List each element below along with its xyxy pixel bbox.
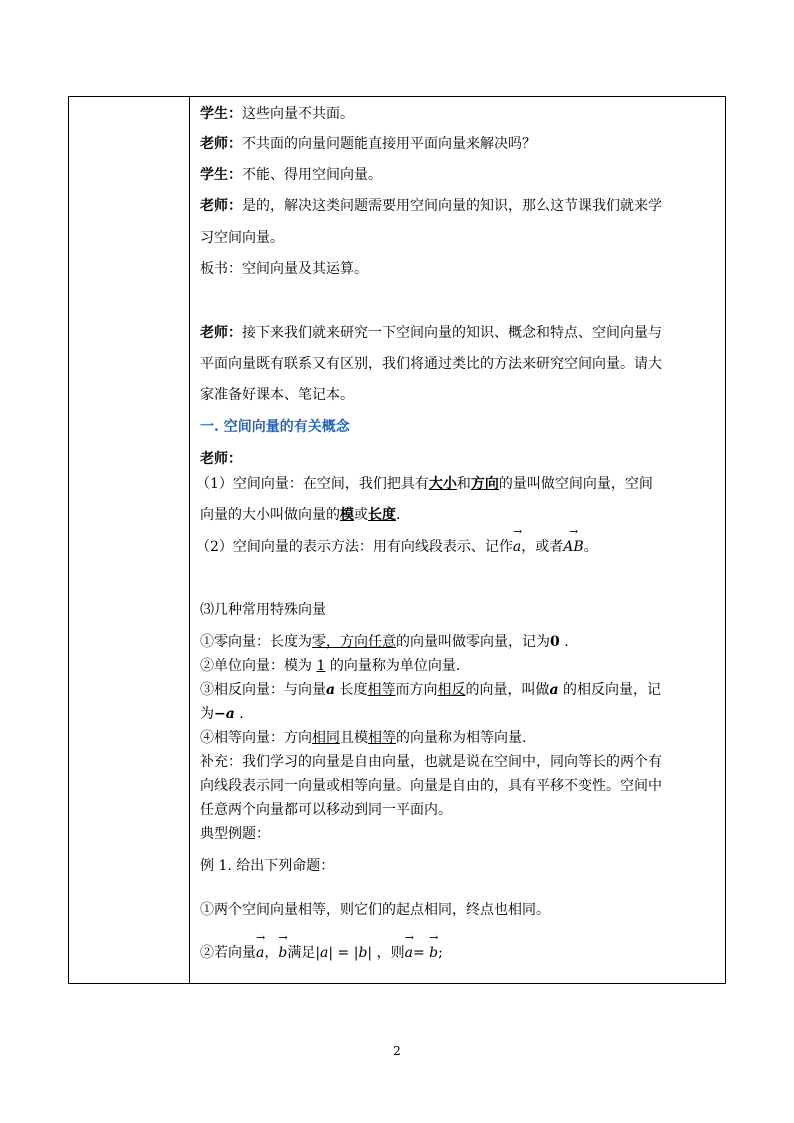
example-1-title: 例 1. 给出下列命题： [200,858,335,874]
unit-vector-line: ②单位向量：模为 1 的向量称为单位向量. [200,658,461,674]
term-modulus: 模 [340,507,354,523]
definition-1-line-1: （1）空间向量：在空间，我们把具有大小和方向的量叫做空间向量，空间 [196,476,653,492]
supplement-line-3: 任意两个向量都可以移动到同一平面内。 [200,802,452,818]
vector-ab: → AB [563,537,583,557]
dialogue-line-3 [200,165,382,185]
dialogue-line-4 [200,196,662,216]
term-direction: 方向 [470,476,499,492]
dialogue-line-9 [200,385,354,405]
term-length: 长度 [368,507,396,523]
zero-symbol: 0 [550,634,560,650]
vector-a: → a [513,537,521,557]
example-1-item-2: ②若向量→ a，→ b满足|a| = |b| ，则→ a= → b; [200,943,443,963]
speaker-label: 老师： [200,325,242,341]
dialogue-line-1 [200,104,354,124]
dialogue-text: 家准备好课本、笔记本。 [200,387,354,403]
column-divider [189,97,190,983]
definition-1-line-2: 向量的大小叫做向量的模或长度. [200,507,401,523]
supplement-line-2: 向线段表示同一向量或相等向量。向量是自由的，具有平移不变性。空间中 [200,778,662,794]
speaker-label: 老师： [200,136,242,152]
dialogue-text: 不共面的向量问题能直接用平面向量来解决吗？ [242,136,536,152]
example-1-item-1: ①两个空间向量相等，则它们的起点相同，终点也相同。 [200,902,550,918]
supplement-line-1: 补充：我们学习的向量是自由向量，也就是说在空间中，同向等长的两个有 [200,754,662,770]
zero-vector-line: ①零向量：长度为零，方向任意的向量叫做零向量，记为0 . [200,634,569,650]
dialogue-text: 这些向量不共面。 [242,106,354,122]
section-heading: 一. 空间向量的有关概念 [200,419,350,435]
definition-2: （2）空间向量的表示方法：用有向线段表示、记作→ a，或者→ AB。 [196,537,598,557]
dialogue-line-2 [200,134,536,154]
dialogue-line-8 [200,354,662,374]
dialogue-text: 习空间向量。 [200,230,284,246]
teacher-label: 老师： [200,451,242,467]
opposite-vector-line-1: ③相反向量：与向量a 长度相等而方向相反的向量，叫做a 的相反向量，记 [200,682,662,698]
dialogue-text: 平面向量既有联系又有区别，我们将通过类比的方法来研究空间向量。请大 [200,356,662,372]
speaker-label: 学生： [200,106,242,122]
dialogue-text: 接下来我们就来研究一下空间向量的知识、概念和特点、空间向量与 [242,325,662,341]
term-size: 大小 [428,476,457,492]
speaker-label: 老师： [200,198,242,214]
dialogue-line-5 [200,228,284,248]
equal-vector-line: ④相等向量：方向相同且模相等的向量称为相等向量. [200,730,527,746]
dialogue-text: 是的，解决这类问题需要用空间向量的知识，那么这节课我们就来学 [242,198,662,214]
dialogue-text: 不能、得用空间向量。 [242,167,382,183]
examples-label: 典型例题： [200,826,270,842]
special-vectors-title: ⑶几种常用特殊向量 [200,602,326,618]
dialogue-line-7 [200,323,662,343]
page-number: 2 [393,1044,401,1058]
speaker-label: 学生： [200,167,242,183]
blackboard-note: 板书：空间向量及其运算。 [200,261,368,277]
opposite-vector-line-2: 为−a . [200,706,244,722]
